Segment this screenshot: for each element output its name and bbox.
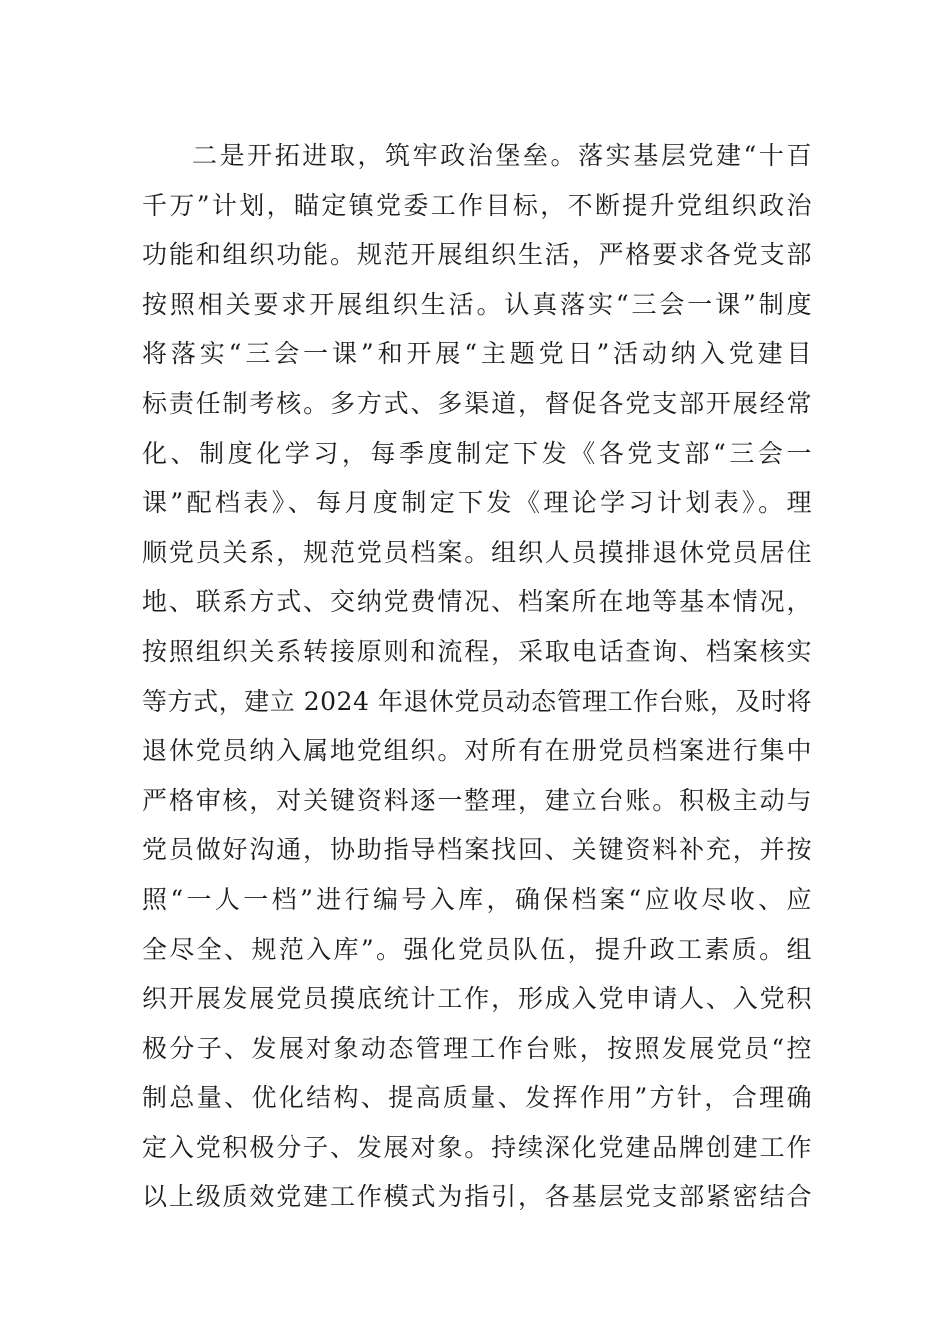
paragraph-line: 严格审核，对关键资料逐一整理，建立台账。积极主动与 [142, 785, 812, 815]
paragraph-line: 极分子、发展对象动态管理工作台账，按照发展党员“控 [142, 1033, 812, 1063]
paragraph-line: 二是开拓进取，筑牢政治堡垒。落实基层党建“十百 [192, 141, 812, 170]
paragraph-line: 课”配档表》、每月度制定下发《理论学习计划表》。理 [142, 488, 812, 518]
paragraph-line: 将落实“三会一课”和开展“主题党日”活动纳入党建目 [142, 339, 812, 369]
paragraph-line: 功能和组织功能。规范开展组织生活，严格要求各党支部 [142, 240, 812, 270]
paragraph-line: 千万”计划，瞄定镇党委工作目标，不断提升党组织政治 [142, 190, 812, 220]
paragraph-line: 以上级质效党建工作模式为指引，各基层党支部紧密结合 [142, 1182, 812, 1212]
paragraph-line: 按照组织关系转接原则和流程，采取电话查询、档案核实 [142, 636, 812, 666]
paragraph-line: 地、联系方式、交纳党费情况、档案所在地等基本情况， [142, 587, 812, 617]
paragraph-line: 顺党员关系，规范党员档案。组织人员摸排退休党员居住 [142, 537, 812, 567]
body-paragraph [142, 131, 812, 1222]
paragraph-line: 全尽全、规范入库”。强化党员队伍，提升政工素质。组 [142, 934, 812, 964]
paragraph-line: 党员做好沟通，协助指导档案找回、关键资料补充，并按 [142, 835, 812, 865]
paragraph-line: 等方式，建立 2024 年退休党员动态管理工作台账，及时将 [142, 686, 812, 716]
paragraph-line: 退休党员纳入属地党组织。对所有在册党员档案进行集中 [142, 736, 812, 766]
paragraph-line: 织开展发展党员摸底统计工作，形成入党申请人、入党积 [142, 984, 812, 1014]
paragraph-line: 定入党积极分子、发展对象。持续深化党建品牌创建工作 [142, 1132, 812, 1162]
paragraph-line: 标责任制考核。多方式、多渠道，督促各党支部开展经常 [142, 388, 812, 418]
paragraph-line: 照“一人一档”进行编号入库，确保档案“应收尽收、应 [142, 884, 812, 914]
paragraph-line: 按照相关要求开展组织生活。认真落实“三会一课”制度 [142, 289, 812, 319]
paragraph-line: 制总量、优化结构、提高质量、发挥作用”方针，合理确 [142, 1083, 812, 1113]
paragraph-line: 化、制度化学习，每季度制定下发《各党支部“三会一 [142, 438, 812, 468]
